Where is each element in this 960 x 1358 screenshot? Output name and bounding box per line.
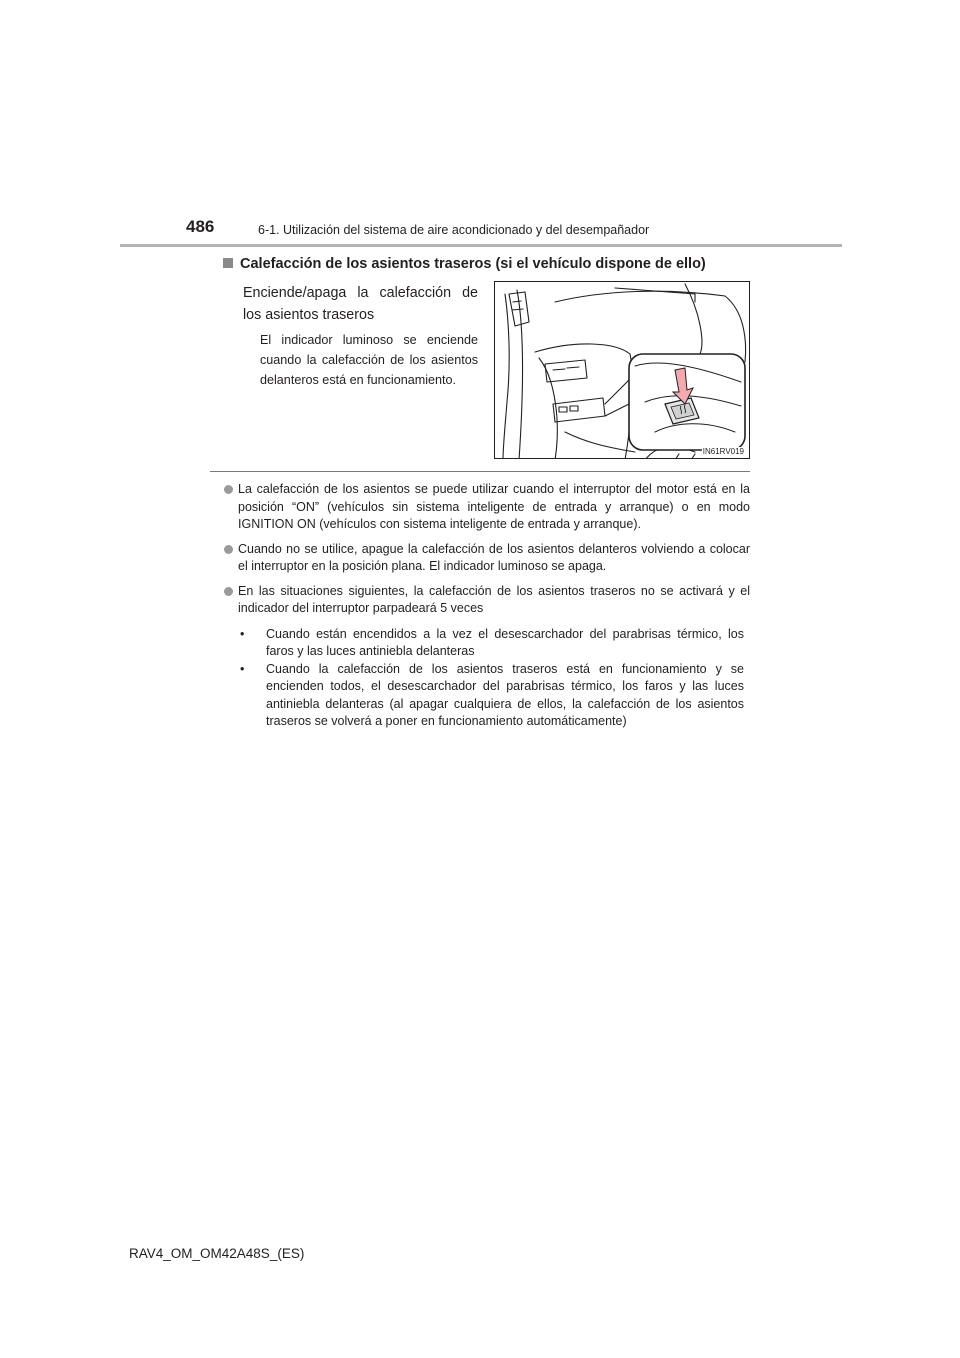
illustration-drawing [495,282,750,459]
small-bullet-icon: • [240,626,245,641]
seat-heater-illustration [494,281,750,459]
footer-doc-code: RAV4_OM_OM42A48S_(ES) [129,1246,305,1261]
note-text: Cuando no se utilice, apague la calefacción de los asientos delanteros volviendo a colocar el interruptor en la posición plana. El indicador luminoso se apaga. [238,541,750,573]
note-text: En las situaciones siguientes, la calefacción de los asientos traseros no se activará y el indicador del interruptor parpadeará 5 veces [238,583,750,615]
sub-item-text: Cuando la calefacción de los asientos traseros está en funcionamiento y se encienden todos, el desescarchador del parabrisas térmico, los faros y las luces antiniebla delanteras (al apagar cualquiera de ellos, la calefacción de los asientos traseros se volverá a poner en funcionamiento automáticamente) [266,661,744,728]
bullet-dot-icon [224,485,233,494]
sub-list [238,626,750,731]
bullet-dot-icon [224,587,233,596]
chapter-title: 6-1. Utilización del sistema de aire acondicionado y del desempañador [258,223,650,237]
section-divider [210,471,750,472]
section-heading-text: Calefacción de los asientos traseros (si el vehículo dispone de ello) [240,256,706,272]
header-rule [120,244,842,247]
note-item [224,583,750,731]
note-text: La calefacción de los asientos se puede utilizar cuando el interruptor del motor está en la posición “ON” (vehículos sin sistema inteligente de entrada y arranque) o en modo IGNITION ON (vehículos con sistema inteligente de entrada y arranque). [238,482,750,531]
section-heading [223,256,783,272]
step-description: El indicador luminoso se enciende cuando la calefacción de los asientos delanteros está en funcionamiento. [260,333,478,387]
square-bullet-icon [223,258,233,268]
bullet-dot-icon [224,545,233,554]
sub-list-item [238,626,750,661]
sub-item-text: Cuando están encendidos a la vez el desescarchador del parabrisas térmico, los faros y las luces antiniebla delanteras [266,626,744,658]
page-number: 486 [186,217,215,236]
note-item [224,481,750,534]
sub-list-item [238,661,750,731]
small-bullet-icon: • [240,661,245,676]
step-title: Enciende/apaga la calefacción de los asientos traseros [243,285,478,323]
note-item [224,541,750,576]
figure-code: IN61RV019 [702,447,744,456]
notes-list [224,481,750,738]
